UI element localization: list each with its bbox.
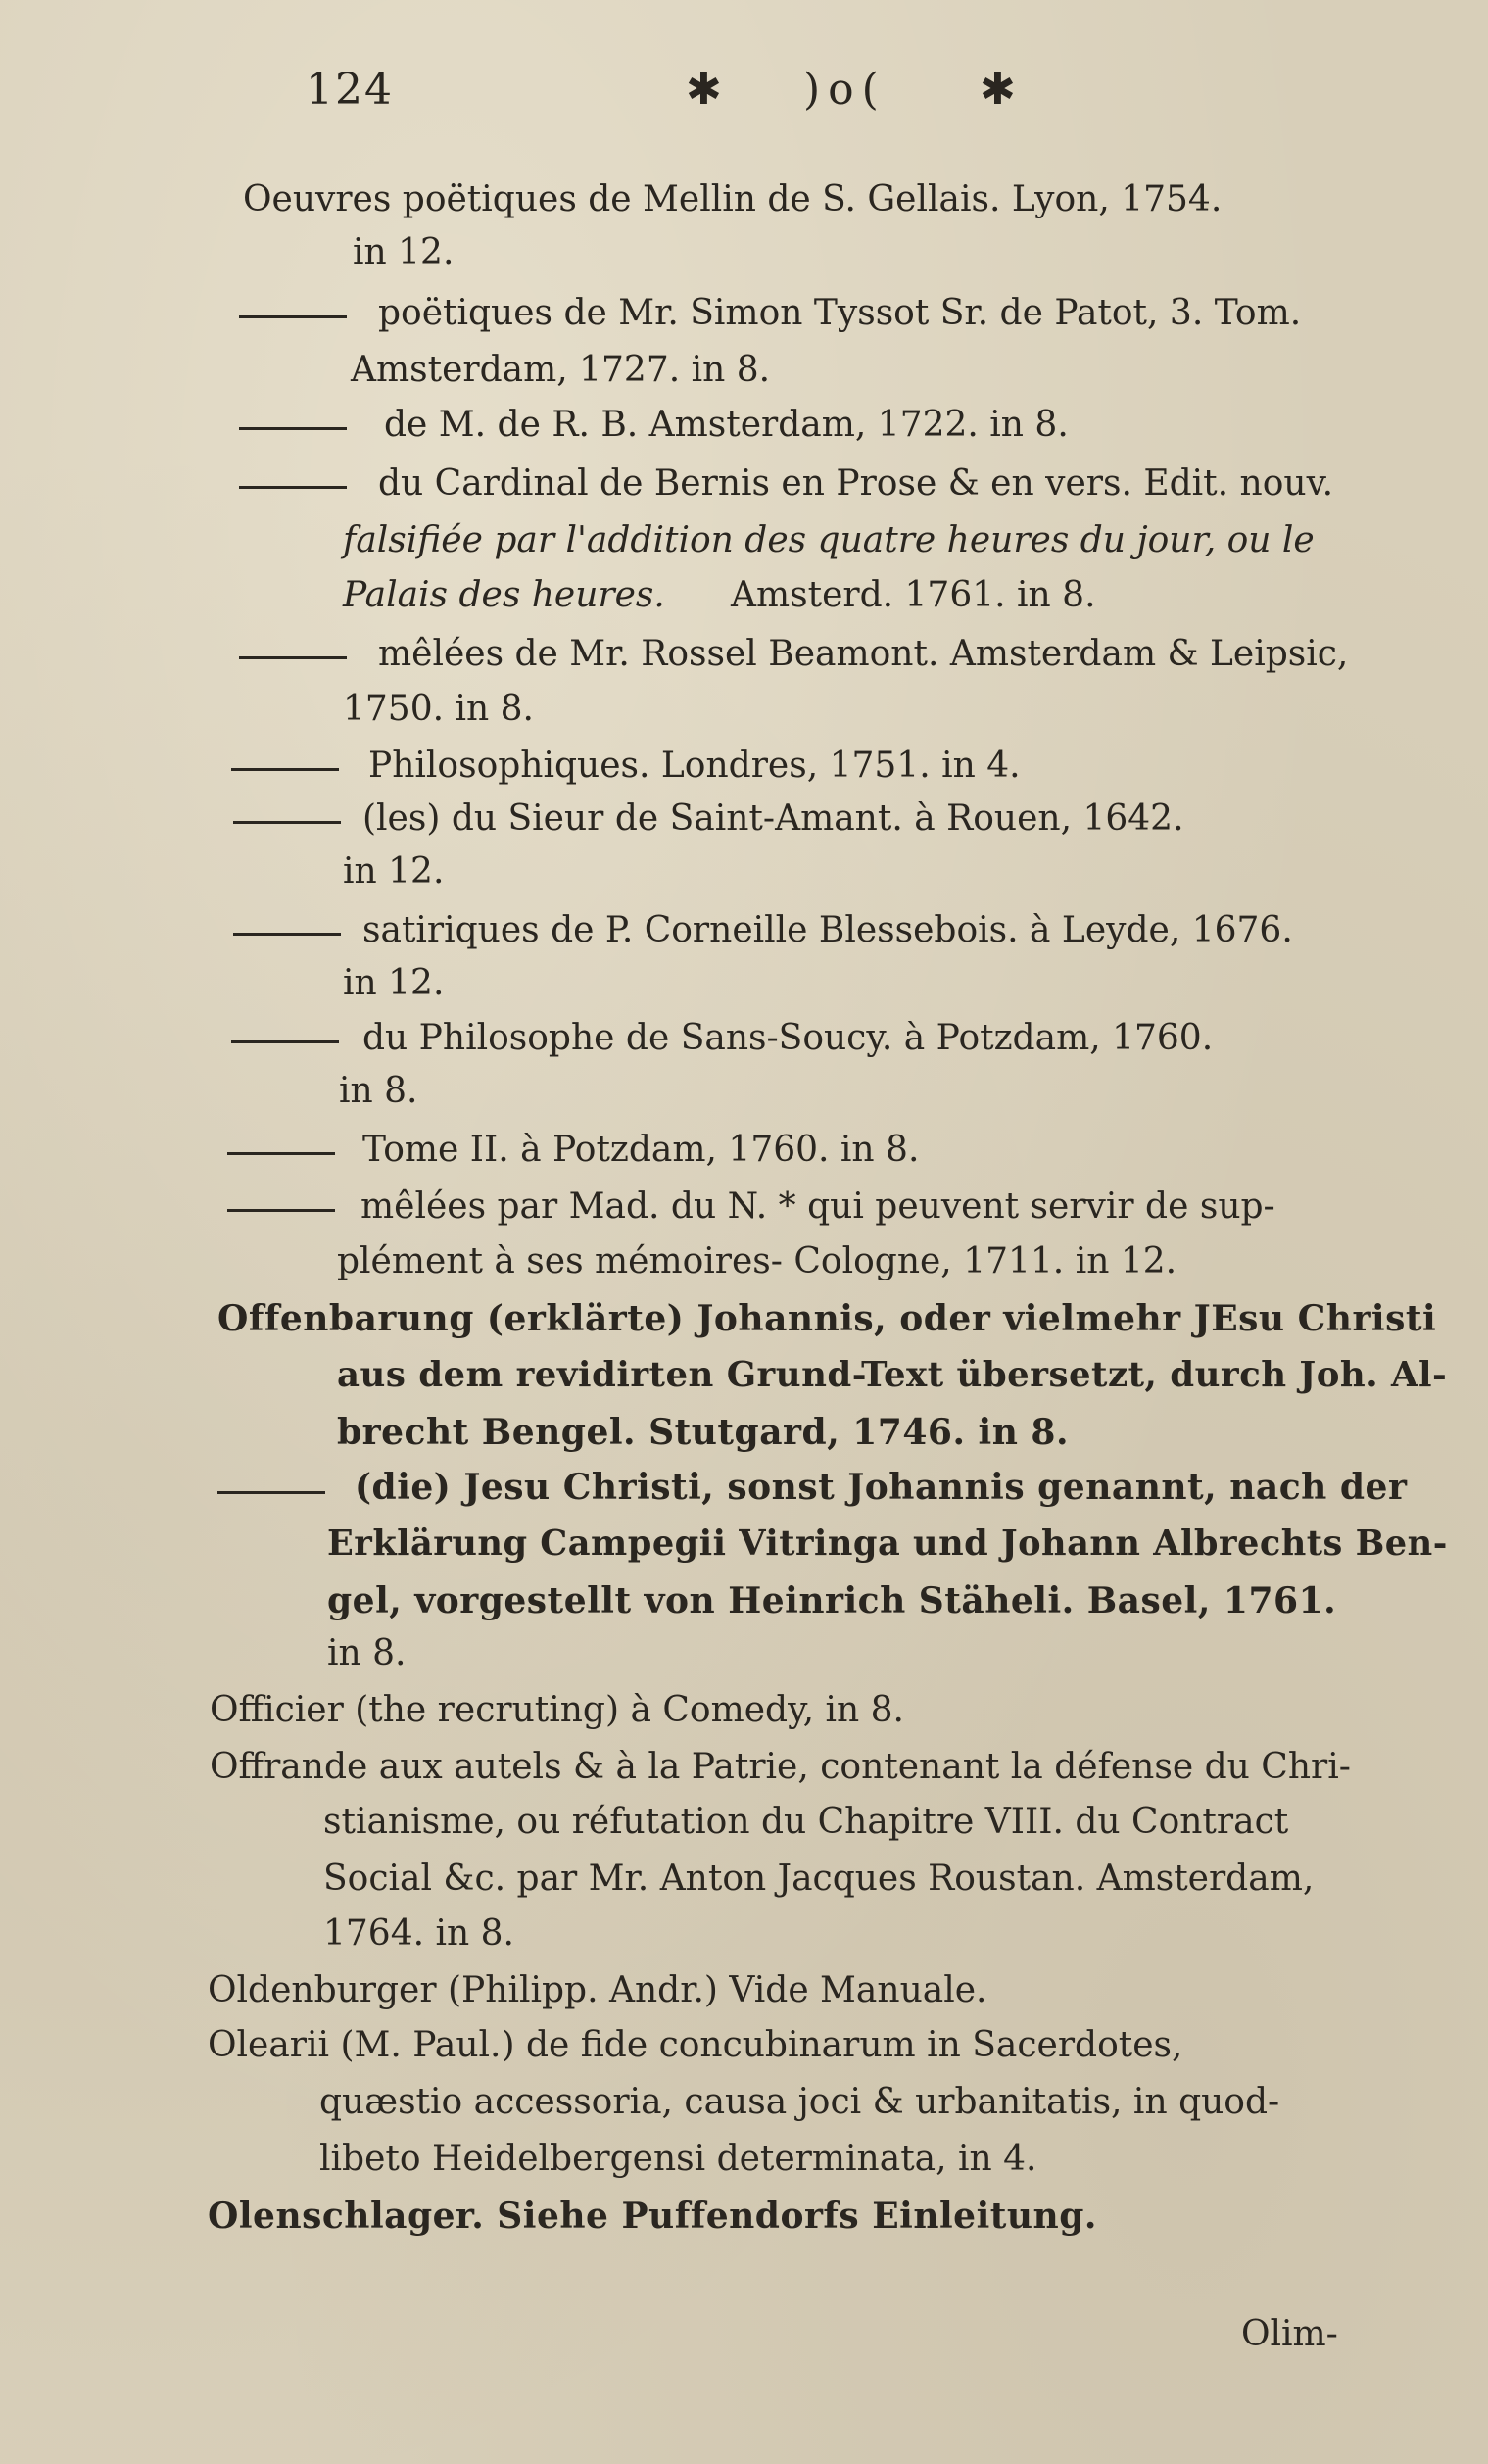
entry-poetiques-patot-line-2: Amsterdam, 1727. in 8. [351, 350, 771, 390]
entry-sans-soucy-line-2: in 8. [339, 1071, 418, 1111]
entry-bernis-line-3a: Palais des heures. [343, 575, 665, 615]
entry-bernis-line-1: du Cardinal de Bernis en Prose & en vers. Edit. nouv. [378, 463, 1334, 504]
ditto-dash [227, 1152, 335, 1155]
entry-offrande-line-4: 1764. in 8. [323, 1913, 514, 1954]
ditto-dash [239, 427, 347, 430]
entry-melees-mad-line-1: mêlées par Mad. du N. * qui peuvent servir de sup- [360, 1186, 1275, 1227]
entry-olenschlager-line-1: Olenschlager. Siehe Puffendorfs Einleitung. [208, 2196, 1097, 2237]
entry-philosophiques-line-1: Philosophiques. Londres, 1751. in 4. [368, 746, 1021, 786]
entry-jesu-christi-line-3: gel, vorgestellt von Heinrich Stäheli. Basel, 1761. [327, 1580, 1337, 1621]
entry-tome-ii-line-1: Tome II. à Potzdam, 1760. in 8. [362, 1130, 920, 1170]
entry-offrande-line-3: Social &c. par Mr. Anton Jacques Roustan. Amsterdam, [323, 1859, 1315, 1899]
ditto-dash [239, 656, 347, 659]
ditto-dash [239, 315, 347, 318]
ditto-dash [227, 1209, 335, 1212]
page-number: 124 [306, 65, 394, 115]
entry-offenbarung-line-1: Offenbarung (erklärte) Johannis, oder vielmehr JEsu Christi [217, 1298, 1437, 1339]
ditto-dash [233, 821, 341, 824]
entry-melees-rossel-line-2: 1750. in 8. [343, 689, 534, 729]
entry-offrande-line-2: stianisme, ou réfutation du Chapitre VIII. du Contract [323, 1802, 1289, 1842]
entry-sans-soucy-line-1: du Philosophe de Sans-Soucy. à Potzdam, 1760. [362, 1018, 1214, 1058]
entry-saint-amant-line-1: (les) du Sieur de Saint-Amant. à Rouen, 1642. [362, 798, 1184, 839]
ditto-dash [231, 1040, 339, 1043]
ditto-dash [231, 768, 339, 771]
entry-oldenburger-line-1: Oldenburger (Philipp. Andr.) Vide Manuale. [208, 1970, 987, 2010]
entry-melees-rossel-line-1: mêlées de Mr. Rossel Beamont. Amsterdam & Leipsic, [378, 634, 1349, 674]
entry-saint-amant-line-2: in 12. [343, 851, 445, 892]
entry-olearii-line-3: libeto Heidelbergensi determinata, in 4. [319, 2139, 1037, 2179]
ditto-dash [239, 486, 347, 489]
ditto-dash [233, 933, 341, 936]
header-ornament [686, 61, 1078, 129]
entry-olearii-line-1: Olearii (M. Paul.) de fide concubinarum in Sacerdotes, [208, 2025, 1183, 2065]
entry-jesu-christi-line-2: Erklärung Campegii Vitringa und Johann Albrechts Ben- [327, 1523, 1448, 1564]
entry-offenbarung-line-2: aus dem revidirten Grund-Text übersetzt, durch Joh. Al- [337, 1355, 1448, 1395]
entry-poetiques-patot-line-1: poëtiques de Mr. Simon Tyssot Sr. de Patot, 3. Tom. [378, 293, 1302, 333]
entry-offrande-line-1: Offrande aux autels & à la Patrie, contenant la défense du Chri- [210, 1747, 1351, 1787]
entry-melees-mad-line-2: plément à ses mémoires- Cologne, 1711. in 12. [337, 1241, 1177, 1281]
ornament-star-left-icon: ✱ [686, 65, 722, 115]
catchword: Olim- [1241, 2314, 1338, 2354]
entry-de-mdr-line-1: de M. de R. B. Amsterdam, 1722. in 8. [384, 405, 1069, 445]
entry-olearii-line-2: quæstio accessoria, causa joci & urbanitatis, in quod- [319, 2082, 1280, 2122]
entry-officier-line-1: Officier (the recruting) à Comedy, in 8. [210, 1690, 904, 1730]
entry-bernis-line-3b: Amsterd. 1761. in 8. [731, 575, 1096, 615]
entry-satiriques-line-1: satiriques de P. Corneille Blessebois. à Leyde, 1676. [362, 910, 1293, 950]
entry-oeuvres-line-2: in 12. [353, 232, 455, 272]
entry-offenbarung-line-3: brecht Bengel. Stutgard, 1746. in 8. [337, 1412, 1069, 1453]
page-header [0, 61, 1488, 129]
entry-oeuvres-line-1: Oeuvres poëtiques de Mellin de S. Gellais. Lyon, 1754. [243, 179, 1223, 219]
entry-satiriques-line-2: in 12. [343, 963, 445, 1003]
ornament-center: )o( [803, 65, 887, 115]
entry-jesu-christi-line-1: (die) Jesu Christi, sonst Johannis genannt, nach der [355, 1467, 1408, 1508]
ornament-star-right-icon: ✱ [980, 65, 1016, 115]
entry-jesu-christi-line-4: in 8. [327, 1633, 407, 1673]
entry-bernis-line-2: falsifiée par l'addition des quatre heures du jour, ou le [343, 520, 1315, 560]
ditto-dash [217, 1491, 325, 1494]
